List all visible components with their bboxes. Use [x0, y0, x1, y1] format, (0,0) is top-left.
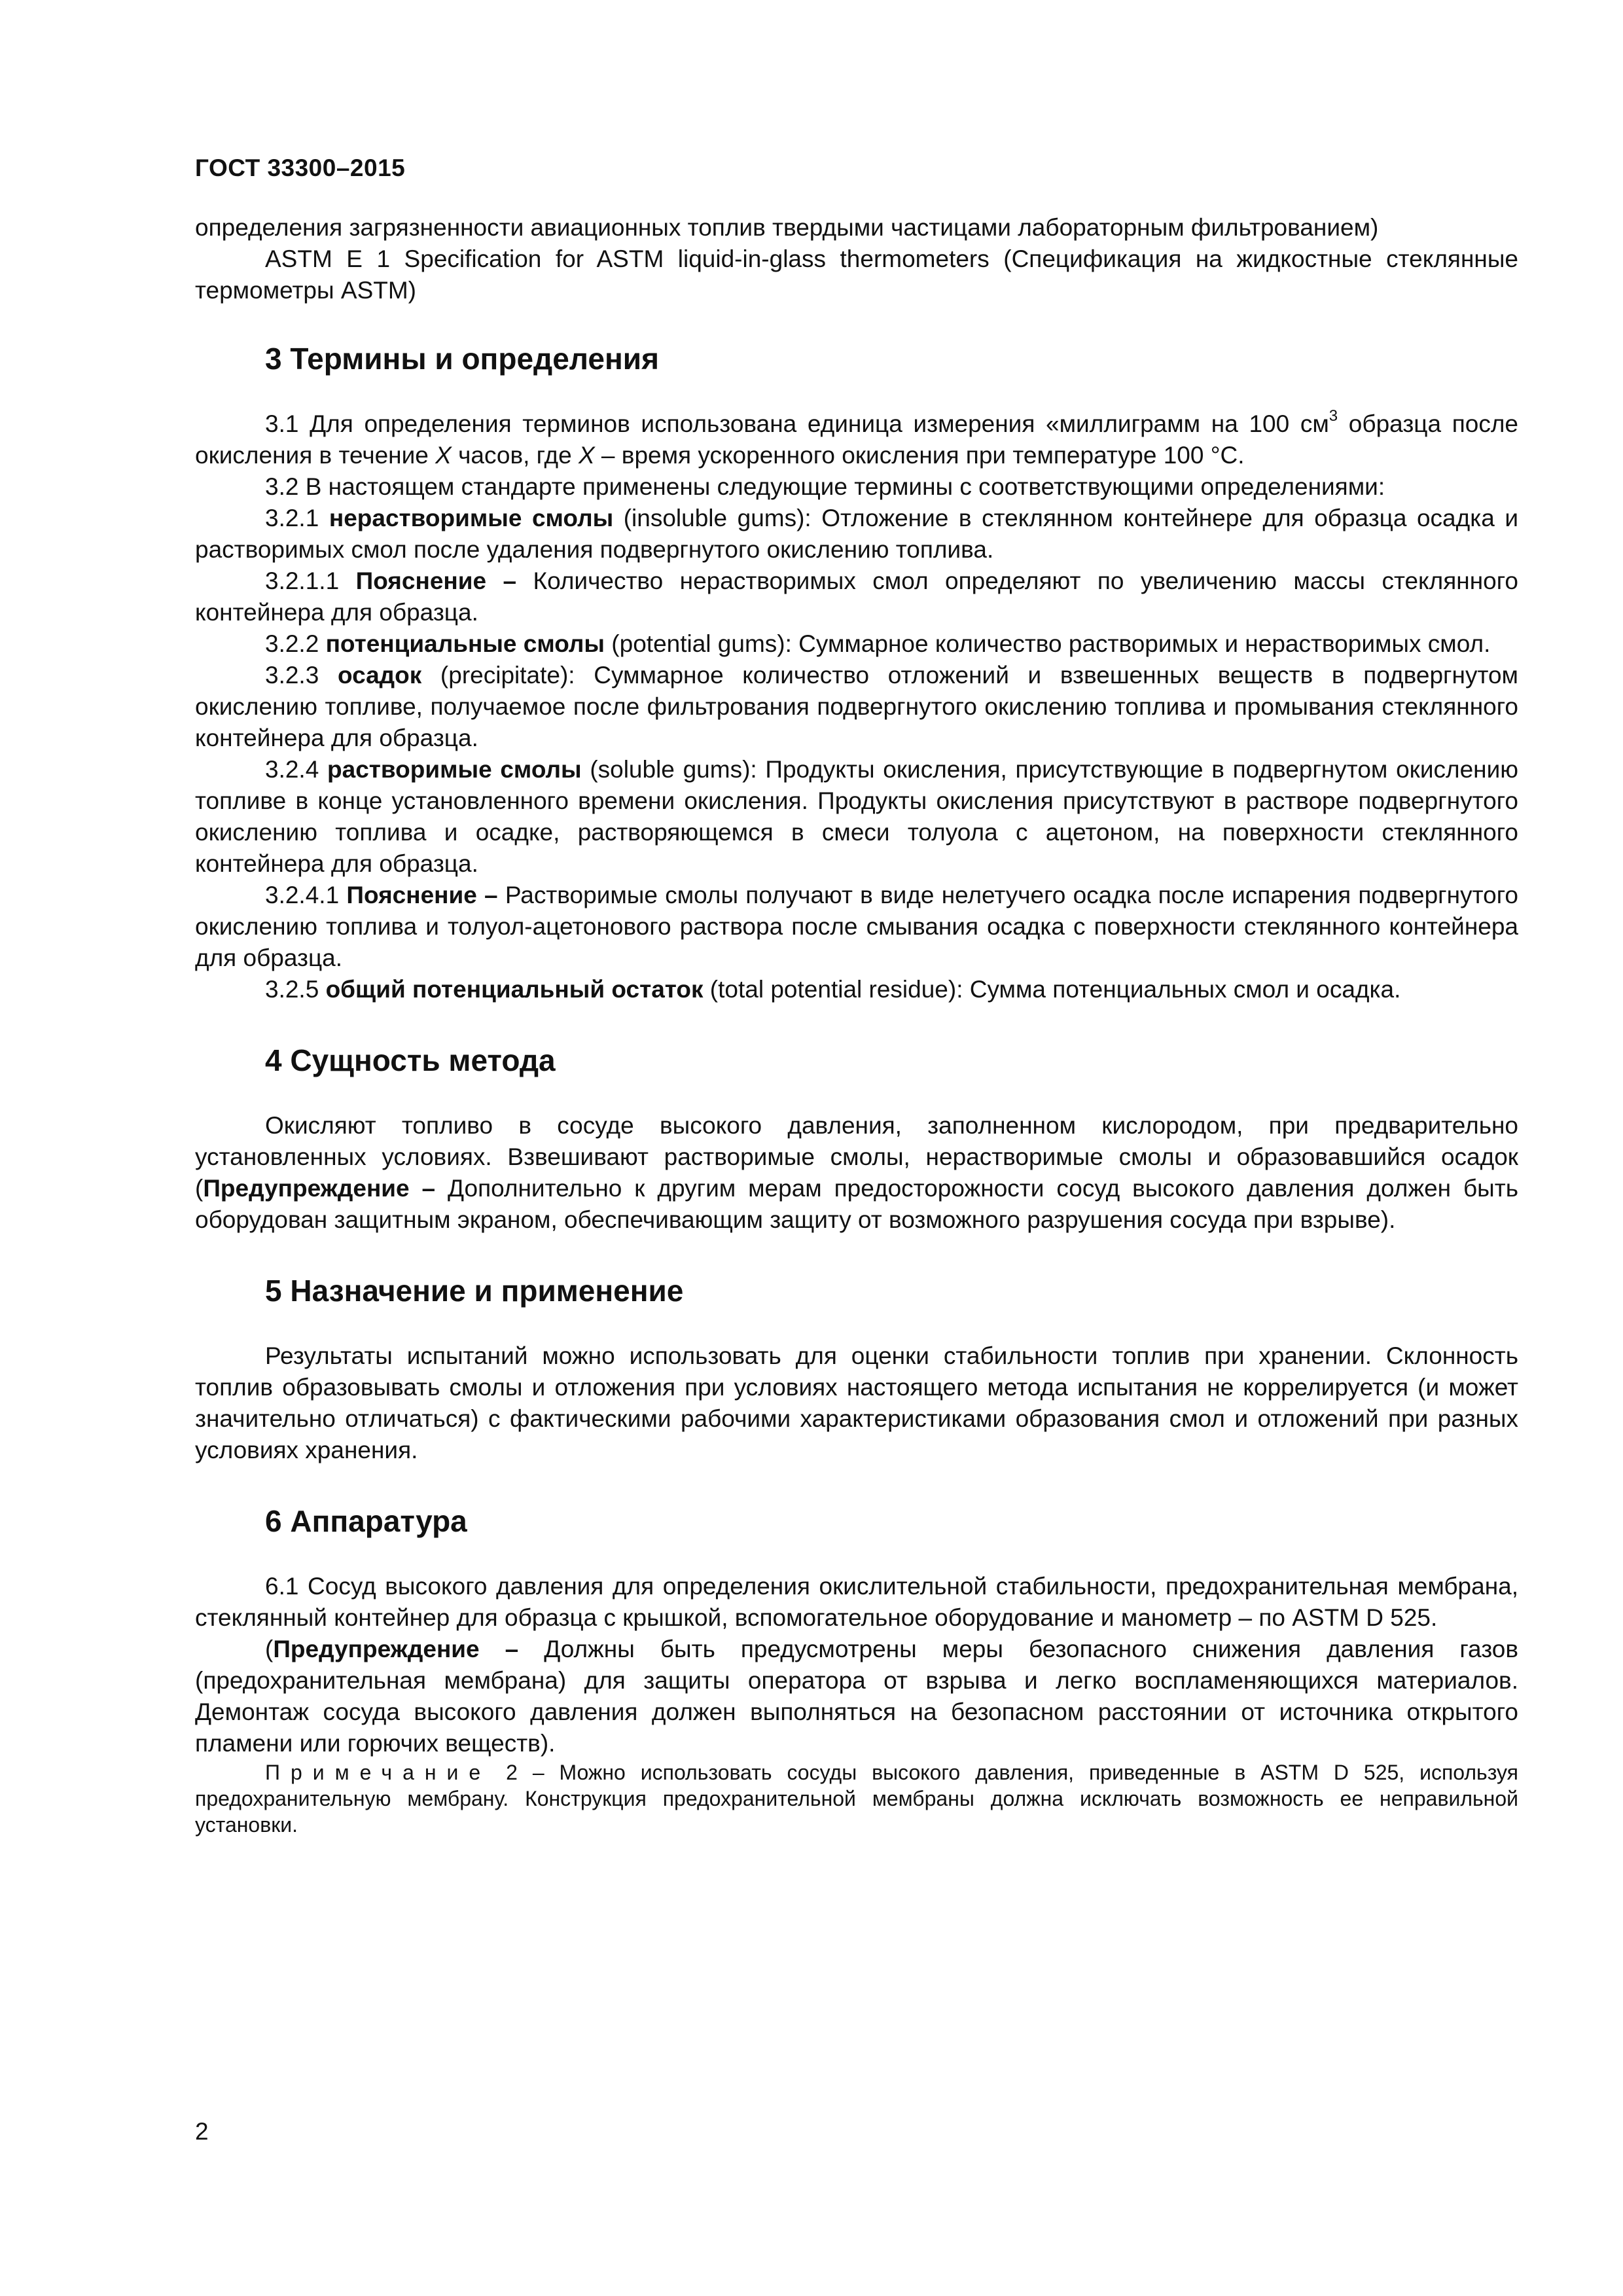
note-label: Примечание: [265, 1761, 491, 1784]
document-header: ГОСТ 33300–2015: [195, 154, 406, 181]
clause-3-2-4-1: [195, 880, 1518, 974]
clause-3-2-2-number: 3.2.2: [265, 630, 326, 657]
clause-3-2-1-number: 3.2.1: [265, 505, 329, 531]
section-6-title: 6 Аппаратура: [265, 1504, 467, 1538]
clause-3-2: 3.2 В настоящем стандарте применены следующие термины с соответствующими определениями:: [265, 473, 1385, 500]
clause-3-2-1: [195, 503, 1518, 565]
clause-3-1-part-b: образца после окисления в течение: [195, 410, 1518, 469]
term-precipitate: осадок: [337, 662, 422, 689]
clause-3-2-4-1-number: 3.2.4.1: [265, 882, 347, 908]
variable-x-1: X: [435, 442, 452, 469]
clause-3-2-3-text: (precipitate): Суммарное количество отложений и взвешенных веществ в подвергнутом окислению топливе, получаемое после фильтрования подвергнутого окислению топлива и промывания стеклянного контейнера для образца.: [195, 662, 1518, 751]
term-insoluble-gums: нерастворимые смолы: [329, 505, 614, 531]
document-body: [195, 212, 1518, 1838]
term-total-potential-residue: общий потенциальный остаток: [325, 976, 704, 1003]
clause-3-1: [195, 408, 1518, 471]
clause-3-2-2: [195, 628, 1518, 660]
term-potential-gums: потенциальные смолы: [325, 630, 605, 657]
term-soluble-gums: растворимые смолы: [327, 756, 582, 783]
section-4-paragraph: [195, 1110, 1518, 1236]
section-3-title: 3 Термины и определения: [265, 342, 659, 376]
clause-6-1: 6.1 Сосуд высокого давления для определения окислительной стабильности, предохранительная мембрана, стеклянный контейнер для образца с крышкой, вспомогательное оборудование и манометр – по ASTM D 525.: [195, 1573, 1518, 1631]
clause-3-2-5-text: (total potential residue): Сумма потенциальных смол и осадка.: [703, 976, 1401, 1003]
note-term-1: Пояснение –: [355, 567, 517, 594]
clause-3-2-1-1: [195, 565, 1518, 628]
section-6-warning: [195, 1634, 1518, 1759]
clause-3-1-part-c: часов, где: [451, 442, 579, 469]
clause-3-2-3: [195, 660, 1518, 754]
clause-3-2-4-number: 3.2.4: [265, 756, 328, 783]
clause-3-1-part-a: 3.1 Для определения терминов использована единица измерения «миллиграмм на 100 см: [265, 410, 1329, 437]
clause-3-2-1-text: (insoluble gums): Отложение в стеклянном контейнере для образца осадка и растворимых смол после удаления подвергнутого окислению топлива.: [195, 505, 1519, 563]
warning-open-paren: (: [265, 1636, 274, 1662]
section-4-title: 4 Сущность метода: [265, 1043, 556, 1077]
section-4-text-a: Окисляют топливо в сосуде высокого давления, заполненном кислородом, при предварительно установленных условиях. Взвешивают растворимые смолы, нерастворимые смолы и образовавшийся осадок (: [195, 1112, 1518, 1202]
section-4-text-b: Дополнительно к другим мерам предосторожности сосуд высокого давления должен быть оборудован защитным экраном, обеспечивающим защиту от возможного разрушения сосуда при взрыве).: [195, 1175, 1519, 1233]
clause-3-2-1-1-text: Количество нерастворимых смол определяют по увеличению массы стеклянного контейнера для образца.: [195, 567, 1518, 626]
section-5-paragraph: Результаты испытаний можно использовать для оценки стабильности топлив при хранении. Склонность топлив образовывать смолы и отложения при условиях настоящего метода испытания не коррелируется (и может значительно отличаться) с фактическими рабочими характеристиками образования смол и отложений при разных условиях хранения.: [195, 1342, 1518, 1463]
warning-term-1: Предупреждение –: [203, 1175, 436, 1202]
page-number: 2: [195, 2118, 209, 2145]
intro-paragraph-2: ASTM E 1 Specification for ASTM liquid-in-glass thermometers (Спецификация на жидкостные стеклянные термометры ASTM): [195, 245, 1518, 304]
intro-paragraph-1: определения загрязненности авиационных топлив твердыми частицами лабораторным фильтрованием): [195, 214, 1379, 241]
cm3-superscript: 3: [1329, 406, 1338, 425]
clause-3-2-1-1-number: 3.2.1.1: [265, 567, 356, 594]
section-5-title: 5 Назначение и применение: [265, 1274, 684, 1308]
warning-term-2: Предупреждение –: [273, 1636, 519, 1662]
clause-3-2-3-number: 3.2.3: [265, 662, 338, 689]
note-2-text: 2 – Можно использовать сосуды высокого давления, приведенные в ASTM D 525, используя предохранительную мембрану. Конструкция предохранительной мембраны должна исключать возможность ее неправильной установки.: [195, 1761, 1518, 1837]
clause-3-2-4-1-text: Растворимые смолы получают в виде нелетучего осадка после испарения подвергнутого окислению топлива и толуол-ацетонового раствора после смывания осадка с поверхности стеклянного контейнера для образца.: [195, 882, 1518, 971]
clause-3-2-5: [195, 974, 1518, 1005]
clause-3-1-part-d: – время ускоренного окисления при температуре 100 °С.: [594, 442, 1245, 469]
clause-3-2-4-text: (soluble gums): Продукты окисления, присутствующие в подвергнутом окислению топливе в конце установленного времени окисления. Продукты окисления присутствуют в растворе подвергнутого окислению топлива и осадке, растворяющемся в смеси толуола с ацетоном, на поверхности стеклянного контейнера для образца.: [195, 756, 1519, 877]
section-6-warning-text: Должны быть предусмотрены меры безопасного снижения давления газов (предохранительная мембрана) для защиты оператора от взрыва и легко воспламеняющихся материалов. Демонтаж сосуда высокого давления должен выполняться на безопасном расстоянии от источника открытого пламени или горючих веществ).: [195, 1636, 1518, 1757]
clause-3-2-5-number: 3.2.5: [265, 976, 326, 1003]
variable-x-2: X: [578, 442, 595, 469]
note-2: [195, 1759, 1518, 1838]
clause-3-2-4: [195, 754, 1518, 880]
clause-3-2-2-text: (potential gums): Суммарное количество растворимых и нерастворимых смол.: [605, 630, 1491, 657]
note-term-2: Пояснение –: [346, 882, 498, 908]
